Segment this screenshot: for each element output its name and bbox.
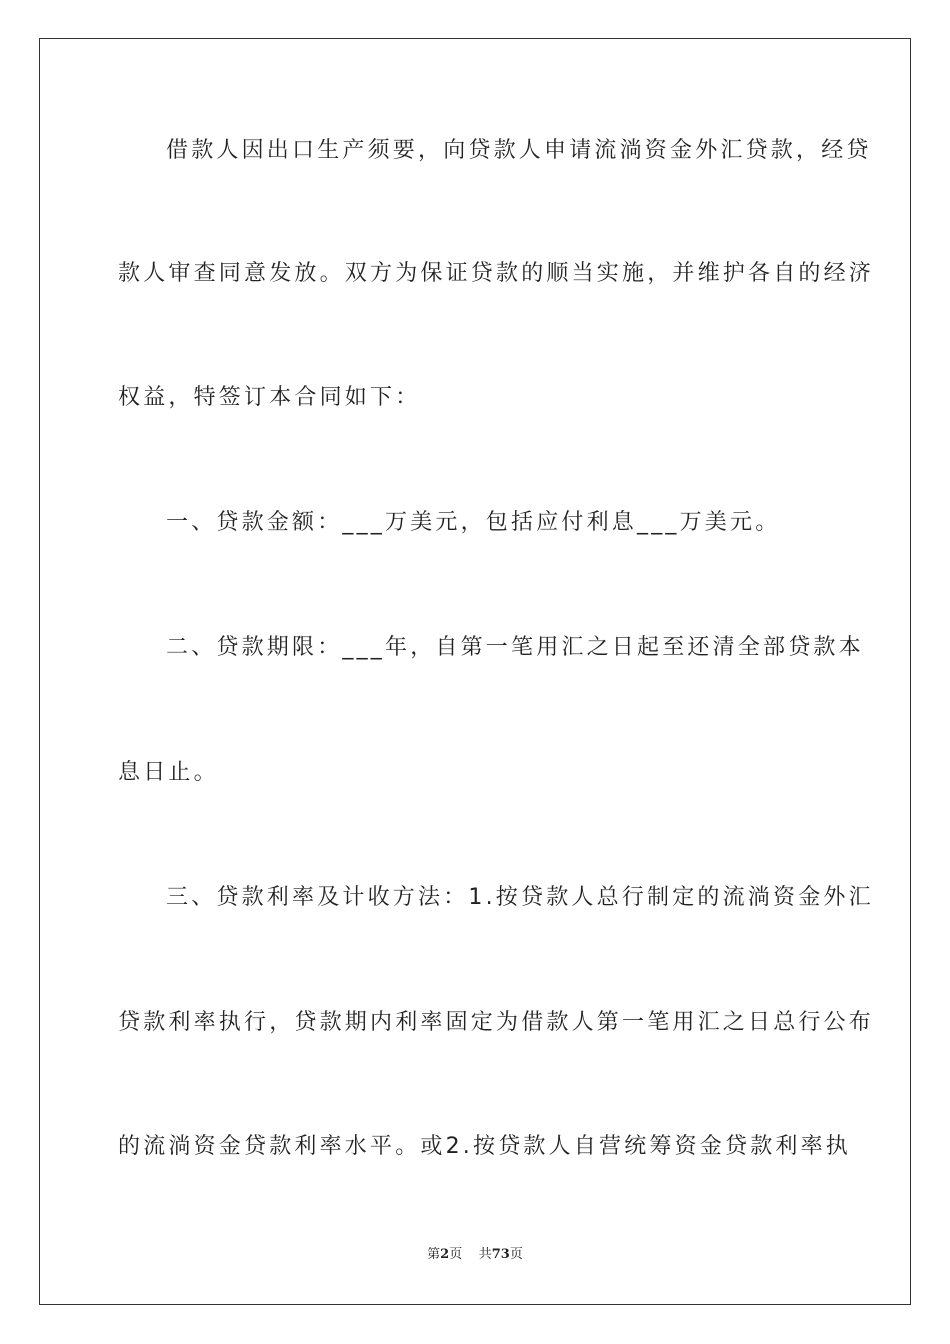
paragraph-line: 的流淌资金贷款利率水平。或2.按贷款人自营统筹资金贷款利率执 (118, 1134, 851, 1159)
clause-loan-term: 二、贷款期限：___年，自第一笔用汇之日起至还清全部贷款本 (166, 635, 864, 660)
footer-total-prefix: 共 (478, 1247, 492, 1262)
footer-total-suffix: 页 (509, 1247, 523, 1262)
page-border (39, 38, 911, 1305)
clause-loan-amount: 一、贷款金额：___万美元，包括应付利息___万美元。 (166, 510, 781, 535)
paragraph-line: 借款人因出口生产须要，向贷款人申请流淌资金外汇贷款，经贷 (166, 138, 872, 163)
footer-page-prefix: 第 (427, 1247, 441, 1262)
paragraph-line: 权益，特签订本合同如下： (118, 385, 421, 410)
paragraph-line: 贷款利率执行，贷款期内利率固定为借款人第一笔用汇之日总行公布 (118, 1010, 875, 1035)
paragraph-line: 息日止。 (118, 760, 219, 785)
clause-interest-rate: 三、贷款利率及计收方法：1.按贷款人总行制定的流淌资金外汇 (166, 885, 874, 910)
paragraph-line: 款人审查同意发放。双方为保证贷款的顺当实施，并维护各自的经济 (118, 261, 875, 286)
footer-total-pages: 73 (491, 1247, 510, 1262)
footer-page-suffix: 页 (449, 1247, 463, 1262)
footer-page-number: 2 (440, 1247, 450, 1262)
page-footer (0, 1243, 950, 1262)
